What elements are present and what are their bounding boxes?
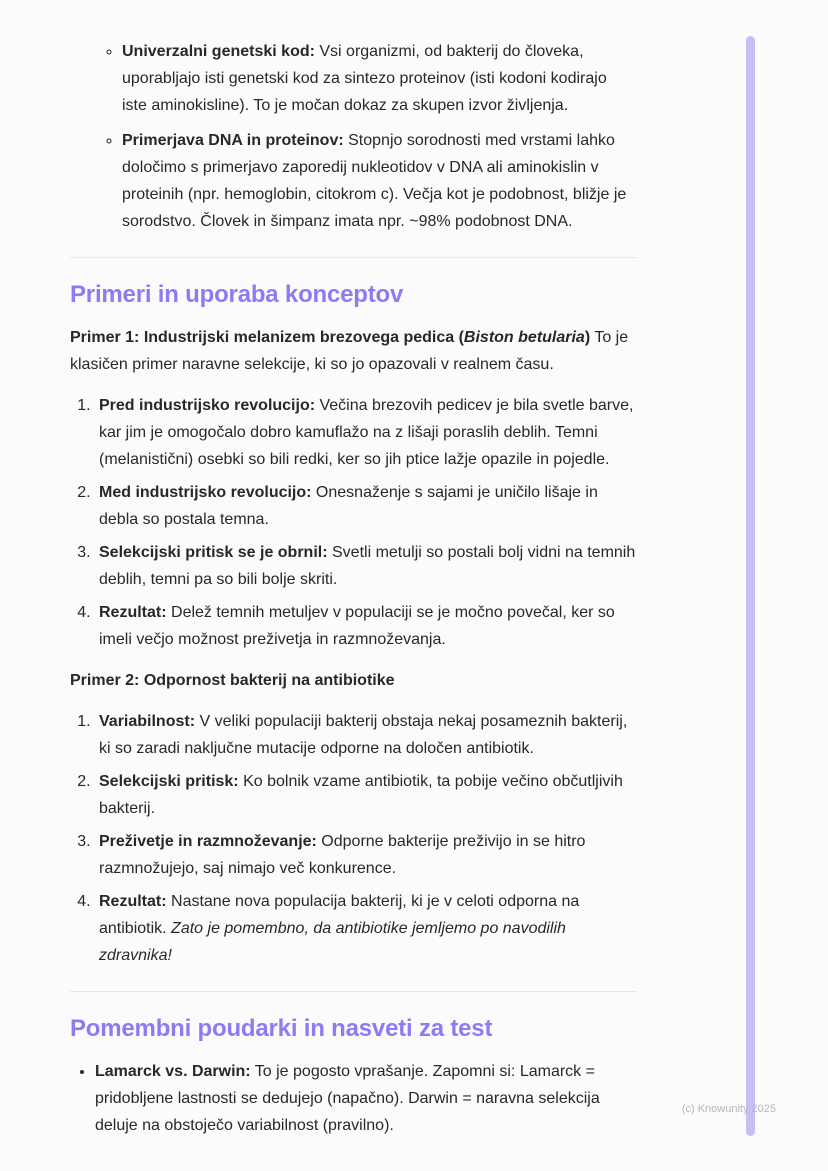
item-term: Med industrijsko revolucijo: (99, 484, 312, 501)
item-text: V veliki populaciji bakterij obstaja nekaj posameznih bakterij, ki so zaradi naključne mutacije odporne na določen antibiotik. (99, 713, 628, 757)
step-item (95, 539, 636, 593)
step-item (95, 599, 636, 653)
item-text: Svetli metulji so postali bolj vidni na temnih deblih, temni pa so bili bolje skriti. (99, 544, 636, 588)
item-term: Rezultat: (99, 893, 167, 910)
item-text: Onesnaženje s sajami je uničilo lišaje in debla so postala temna. (99, 484, 598, 528)
document-content (70, 38, 636, 1145)
example1-title-post: ) (584, 329, 591, 346)
bacteria-steps-list (70, 708, 636, 969)
item-term: Univerzalni genetski kod: (122, 43, 315, 60)
item-term: Primer 2: Odpornost bakterij na antibiotike (70, 672, 395, 689)
section-divider (70, 991, 636, 992)
item-term: Primerjava DNA in proteinov: (122, 132, 344, 149)
step-item (95, 768, 636, 822)
tip-item (95, 1058, 636, 1139)
item-term: Selekcijski pritisk se je obrnil: (99, 544, 328, 561)
example1-text: To je klasičen primer naravne selekcije, ki so jo opazovali v realnem času. (70, 329, 629, 373)
item-text: Odporne bakterije preživijo in se hitro razmnožujejo, saj nimajo več konkurence. (99, 833, 586, 877)
moth-steps-list (70, 392, 636, 653)
item-term: Pred industrijsko revolucijo: (99, 397, 316, 414)
step-item (95, 828, 636, 882)
example1-title (70, 329, 590, 346)
example1-lead (70, 324, 636, 378)
scrollbar-thumb[interactable] (746, 36, 755, 1136)
item-text: Stopnjo sorodnosti med vrstami lahko določimo s primerjavo zaporedij nukleotidov v DNA ali aminokislin v proteinih (npr. hemoglobin, citokrom c). Večja kot je podobnost, bližje je sorodstvo. Človek in šimpanz imata npr. ~98% podobnost DNA. (122, 132, 627, 230)
item-text: Vsi organizmi, od bakterij do človeka, uporabljajo isti genetski kod za sintezo proteinov (isti kodoni kodirajo iste aminokisline). To je močan dokaz za skupen izvor življenja. (122, 43, 607, 114)
tips-list (70, 1058, 636, 1139)
item-term: Rezultat: (99, 604, 167, 621)
examples-section-heading: Primeri in uporaba konceptov (70, 281, 404, 308)
step-item (95, 392, 636, 473)
item-note-italic: Zato je pomembno, da antibiotike jemljemo po navodilih zdravnika! (99, 920, 566, 964)
section-divider (70, 257, 636, 258)
item-text: Ko bolnik vzame antibiotik, ta pobije večino občutljivih bakterij. (99, 773, 623, 817)
item-term: Selekcijski pritisk: (99, 773, 239, 790)
item-term: Preživetje in razmnoževanje: (99, 833, 317, 850)
step-item (95, 479, 636, 533)
item-text: Nastane nova populacija bakterij, ki je v celoti odporna na antibiotik. (99, 893, 580, 937)
copyright-footer: (c) Knowunity 2025 (681, 1103, 776, 1115)
item-text: Delež temnih metuljev v populaciji se je močno povečal, ker so imeli večjo možnost preživetja in razmnoževanja. (99, 604, 615, 648)
step-item (95, 888, 636, 969)
item-text: To je pogosto vprašanje. Zapomni si: Lamarck = pridobljene lastnosti se dedujejo (napačno). Darwin = naravna selekcija deluje na obstoječo variabilnost (pravilno). (95, 1063, 600, 1134)
item-term: Variabilnost: (99, 713, 196, 730)
species-name: Biston betularia (463, 329, 585, 346)
example2-title (70, 667, 636, 694)
item-term: Lamarck vs. Darwin: (95, 1063, 251, 1080)
evidence-list (70, 38, 636, 235)
example1-title-pre: Primer 1: Industrijski melanizem brezovega pedica ( (70, 329, 464, 346)
item-text: Večina brezovih pedicev je bila svetle barve, kar jim je omogočalo dobro kamuflažo na z lišaji poraslih deblih. Temni (melanistični) osebki so bili redki, ker so jih ptice lažje opazile in pojedle. (99, 397, 634, 468)
evidence-item (122, 127, 636, 235)
tips-section-heading: Pomembni poudarki in nasveti za test (70, 1015, 493, 1042)
step-item (95, 708, 636, 762)
evidence-item (122, 38, 636, 119)
